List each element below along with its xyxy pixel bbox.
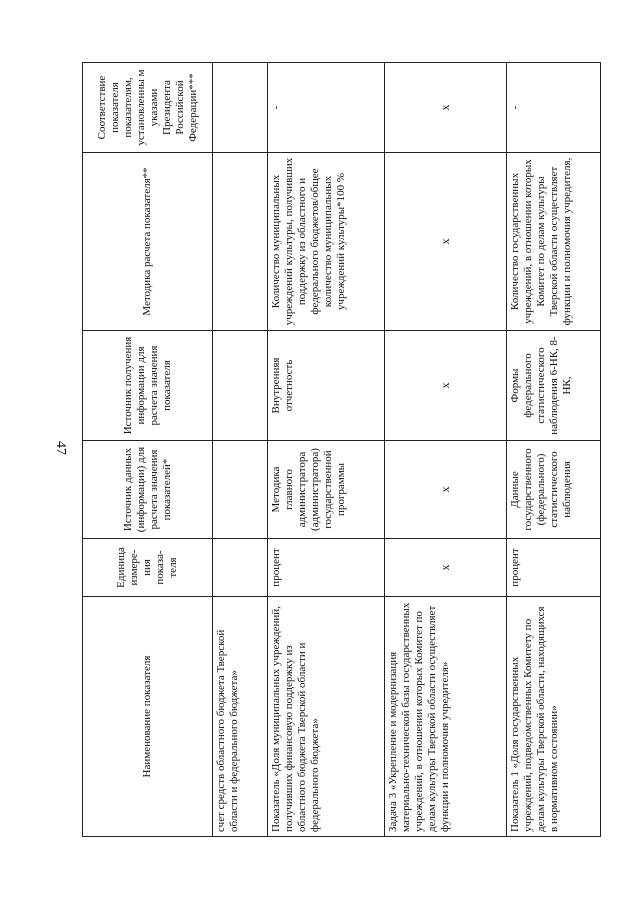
table-row	[507, 63, 601, 837]
cell-source-data: Данные государственного (федерального) статистического наблюдения	[507, 441, 601, 539]
table-row	[268, 63, 385, 837]
cell-compliance: -	[507, 63, 601, 153]
cell-compliance	[213, 63, 268, 153]
header-indicator-name: Наименование показателя	[83, 597, 213, 837]
rotated-table-container	[82, 63, 600, 837]
table-row	[213, 63, 268, 837]
cell-compliance: х	[385, 63, 507, 153]
cell-source-data: х	[385, 441, 507, 539]
cell-name: счет средств областного бюджета Тверской области и федерального бюджета»	[213, 597, 268, 837]
cell-source-info: х	[385, 331, 507, 441]
table-header-row	[83, 63, 213, 837]
header-unit: Единица измере-ния показа-теля	[83, 539, 213, 597]
header-info-source: Источник получения информации для расчета значения показателя	[83, 331, 213, 441]
cell-source-data	[213, 441, 268, 539]
cell-method: х	[385, 153, 507, 331]
cell-source-info: Формы федерального статистического наблюдения 6-НК, 8-НК,	[507, 331, 601, 441]
cell-unit: х	[385, 539, 507, 597]
cell-method	[213, 153, 268, 331]
cell-source-data: Методика главного администратора (администратора) государственной программы	[268, 441, 385, 539]
cell-source-info	[213, 331, 268, 441]
indicators-table	[82, 62, 601, 837]
cell-name: Задача 3 «Укрепление и модернизация материально-технической базы государственных учреждений, в отношении которых Комитет по делам культуры Тверской области осуществляет функции и полномочия учредителя»	[385, 597, 507, 837]
cell-name: Показатель «Доля муниципальных учреждений, получивших финансовую поддержку из областного бюджета Тверской области и федерального бюджета»	[268, 597, 385, 837]
cell-method: Количество государственных учреждений, в отношении которых Комитет по делам культуры Тверской области осуществляет функции и полномочия учредителя,	[507, 153, 601, 331]
header-data-source: Источник данных (информации) для расчета значения показателей*	[83, 441, 213, 539]
cell-name: Показатель 1 «Доля государственных учреждений, подведомственных Комитету по делам культуры Тверской области, находящихся в нормативном состоянии»	[507, 597, 601, 837]
cell-unit	[213, 539, 268, 597]
cell-source-info: Внутренняя отчетность	[268, 331, 385, 441]
cell-compliance: -	[268, 63, 385, 153]
page-number: 47	[53, 441, 68, 455]
header-method: Методика расчета показателя**	[83, 153, 213, 331]
cell-unit: процент	[507, 539, 601, 597]
table-row	[385, 63, 507, 837]
header-compliance: Соответствие показателя показателям, установленны м указами Президента Российской Федерации***	[83, 63, 213, 153]
cell-unit: процент	[268, 539, 385, 597]
cell-method: Количество муниципальных учреждений культуры, получивших поддержку из областного и федерального бюджетов/общее количество муниципальных учреждений культуры*100 %	[268, 153, 385, 331]
